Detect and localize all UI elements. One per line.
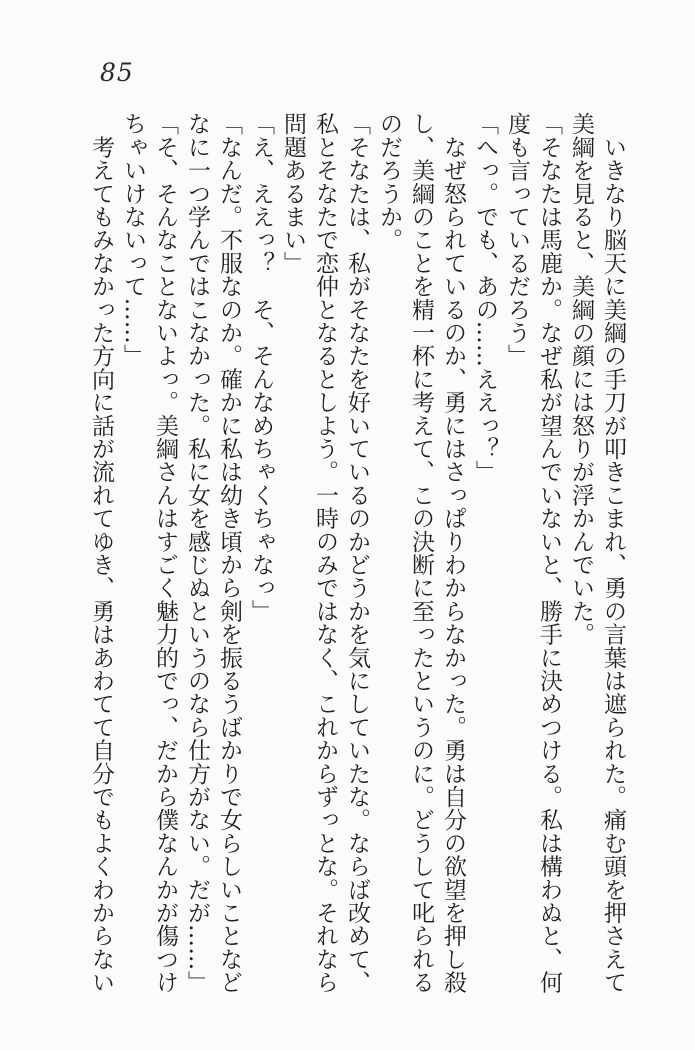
text-line: 度も言っているだろう」	[504, 112, 530, 368]
text-line: のだろうか。	[376, 112, 402, 252]
vertical-text-block	[85, 112, 629, 998]
text-line: 「へっ。でも、あの……ええっ？」	[472, 112, 498, 484]
text-line: 「え、ええっ？ そ、そんなめちゃくちゃなっ」	[248, 112, 274, 623]
text-line: 問題あるまい」	[280, 112, 306, 275]
text-line: ちゃいけないって……」	[120, 112, 146, 368]
page-number: 85	[100, 58, 134, 87]
text-line: し、美綱のことを精一杯に考えて、この決断に至ったというのに。どうして叱られる	[408, 112, 434, 994]
text-line: 私とそなたで恋仲となるとしよう。一時のみではなく、これからずっとな。それなら	[312, 112, 338, 994]
text-line: 「そ、そんなことないよっ。美綱さんはすごく魅力的でっ、だから僕なんかが傷つけ	[152, 112, 178, 994]
text-line: なに一つ学んではこなかった。私に女を感じぬというのなら仕方がない。だが……」	[184, 112, 210, 994]
text-line: 考えてもみなかった方向に話が流れてゆき、勇はあわてて自分でもよくわからない	[88, 112, 114, 994]
text-line: 「なんだ。不服なのか。確かに私は幼き頃から剣を振るうばかりで女らしいことなど	[216, 112, 242, 994]
text-line: 「そなたは、私がそなたを好いているのかどうかを気にしていたな。ならば改めて、	[344, 112, 370, 994]
text-line: 「そなたは馬鹿か。なぜ私が望んでいないと、勝手に決めつける。私は構わぬと、何	[536, 112, 562, 994]
text-line: いきなり脳天に美綱の手刀が叩きこまれ、勇の言葉は遮られた。痛む頭を押さえて	[600, 112, 626, 994]
text-line: 美綱を見ると、美綱の顔には怒りが浮かんでいた。	[568, 112, 594, 646]
text-line: なぜ怒られているのか、勇にはさっぱりわからなかった。勇は自分の欲望を押し殺	[440, 112, 466, 994]
